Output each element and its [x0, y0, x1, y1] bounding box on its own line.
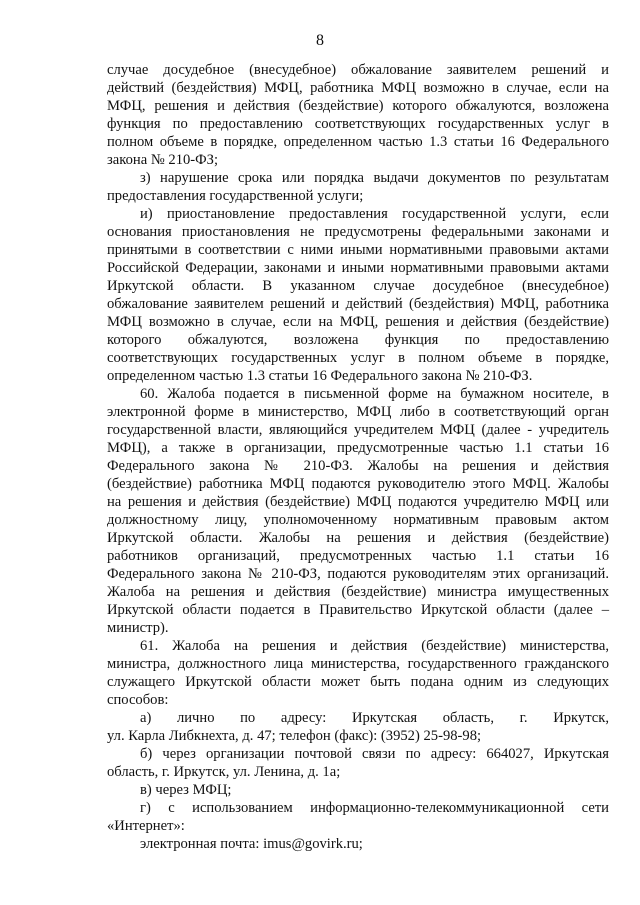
text-line: б) через организации почтовой связи по адресу: 664027, Иркутская: [140, 746, 609, 762]
text-line: область, г. Иркутск, ул. Ленина, д. 1а;: [107, 764, 341, 780]
text-line: министра, должностного лица министерства, государственного гражданского: [107, 656, 609, 672]
text-line: действий (бездействия) МФЦ, работника МФЦ возможно в случае, если на: [107, 80, 609, 96]
text-line: Российской Федерации, законами и иными нормативными правовыми актами: [107, 260, 609, 276]
text-line: ул. Карла Либкнехта, д. 47; телефон (факс): (3952) 25-98-98;: [107, 728, 482, 744]
text-line: которого обжалуются, возложена функция по предоставлению: [107, 332, 609, 348]
text-line: обжалование заявителем решений и действий (бездействия) МФЦ, работника: [107, 296, 609, 312]
text-line: электронная почта: imus@govirk.ru;: [140, 836, 363, 852]
text-line: в) через МФЦ;: [140, 782, 232, 798]
text-line: 60. Жалоба подается в письменной форме на бумажном носителе, в: [140, 386, 609, 402]
text-line: функция по предоставлению соответствующих государственных услуг в: [107, 116, 609, 132]
text-line: принятыми в соответствии с ними иными нормативными правовыми актами: [107, 242, 609, 258]
text-line: г) с использованием информационно-телекоммуникационной сети: [140, 800, 609, 816]
text-line: (бездействие) работника МФЦ подаются руководителю этого МФЦ. Жалобы: [107, 476, 609, 492]
text-line: способов:: [107, 692, 169, 708]
text-line: МФЦ, решения и действия (бездействие) которого обжалуются, возложена: [107, 98, 609, 114]
text-line: министр).: [107, 620, 169, 636]
page-number: 8: [316, 32, 324, 49]
document-body: [107, 61, 609, 853]
text-line: работников организаций, предусмотренных частью 1.1 статьи 16: [107, 548, 609, 564]
text-line: Федерального закона № 210-ФЗ, подаются руководителям этих организаций.: [107, 566, 609, 582]
text-line: Федерального закона № 210-ФЗ. Жалобы на решения и действия: [107, 458, 609, 474]
text-line: случае досудебное (внесудебное) обжалование заявителем решений и: [107, 62, 609, 78]
text-line: электронной форме в министерство, МФЦ либо в соответствующий орган: [107, 404, 609, 420]
text-line: определенном частью 1.3 статьи 16 Федерального закона № 210-ФЗ.: [107, 368, 533, 384]
text-line: з) нарушение срока или порядка выдачи документов по результатам: [140, 170, 609, 186]
text-line: и) приостановление предоставления государственной услуги, если: [140, 206, 609, 222]
text-line: должностному лицу, уполномоченному нормативным правовым актом: [107, 512, 609, 528]
text-line: МФЦ возможно в случае, если на МФЦ, решения и действия (бездействие): [107, 314, 609, 330]
text-line: а) лично по адресу: Иркутская область, г. Иркутск,: [140, 710, 609, 726]
text-line: Иркутской области. Жалобы на решения и действия (бездействие): [107, 530, 609, 546]
text-line: Жалоба на решения и действия (бездействие) министра имущественных: [107, 584, 609, 600]
text-line: служащего Иркутской области может быть подана одним из следующих: [107, 674, 609, 690]
text-line: Иркутской области подается в Правительство Иркутской области (далее –: [107, 602, 609, 618]
text-line: 61. Жалоба на решения и действия (бездействие) министерства,: [140, 638, 609, 654]
text-line: «Интернет»:: [107, 818, 185, 834]
text-line: закона № 210-ФЗ;: [107, 152, 219, 168]
text-line: соответствующих государственных услуг в полном объеме в порядке,: [107, 350, 609, 366]
text-line: основания приостановления не предусмотрены федеральными законами и: [107, 224, 609, 240]
text-line: МФЦ), а также в организации, предусмотренные частью 1.1 статьи 16: [107, 440, 609, 456]
text-line: государственной власти, являющийся учредителем МФЦ (далее - учредитель: [107, 422, 609, 438]
text-line: предоставления государственной услуги;: [107, 188, 364, 204]
text-line: Иркутской области. В указанном случае досудебное (внесудебное): [107, 278, 609, 294]
text-line: полном объеме в порядке, определенном частью 1.3 статьи 16 Федерального: [107, 134, 609, 150]
text-line: на решения и действия (бездействие) МФЦ подаются учредителю МФЦ или: [107, 494, 609, 510]
